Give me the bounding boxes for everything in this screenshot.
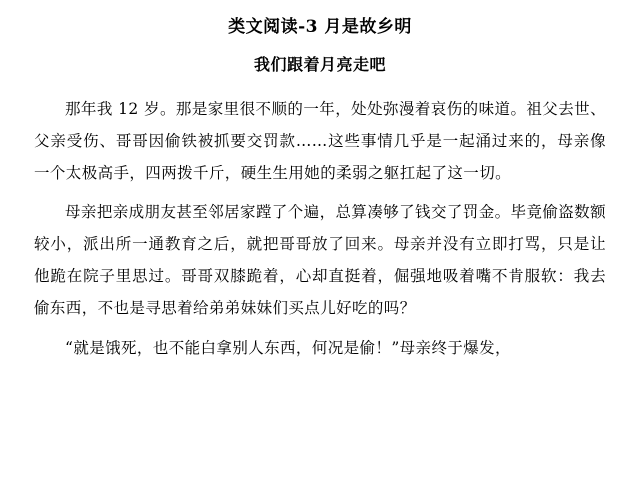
paragraph: “就是饿死，也不能白拿别人东西，何况是偷！”母亲终于爆发， (65, 338, 511, 357)
article-subtitle: 我们跟着月亮走吧 (253, 54, 386, 74)
article-body (34, 94, 606, 364)
page-title: 类文阅读-3 月是故乡明 (228, 17, 412, 37)
paragraph: 母亲把亲成朋友甚至邻居家蹚了个遍，总算凑够了钱交了罚金。毕竟偷盗数额较小，派出所一通教育之后，就把哥哥放了回来。母亲并没有立即打骂，只是让他跪在院子里思过。哥哥双膝跪着，心却直挺着，倔强地吸着嘴不肯服软：我去偷东西，不也是寻思着给弟弟妹妹们买点儿好吃的吗？ (34, 203, 606, 317)
paragraph: 那年我 12 岁。那是家里很不顺的一年，处处弥漫着哀伤的味道。祖父去世、父亲受伤、哥哥因偷铁被抓要交罚款……这些事情几乎是一起涌过来的，母亲像一个太极高手，四两拨千斤，硬生生用她的柔弱之躯扛起了这一切。 (34, 100, 606, 182)
